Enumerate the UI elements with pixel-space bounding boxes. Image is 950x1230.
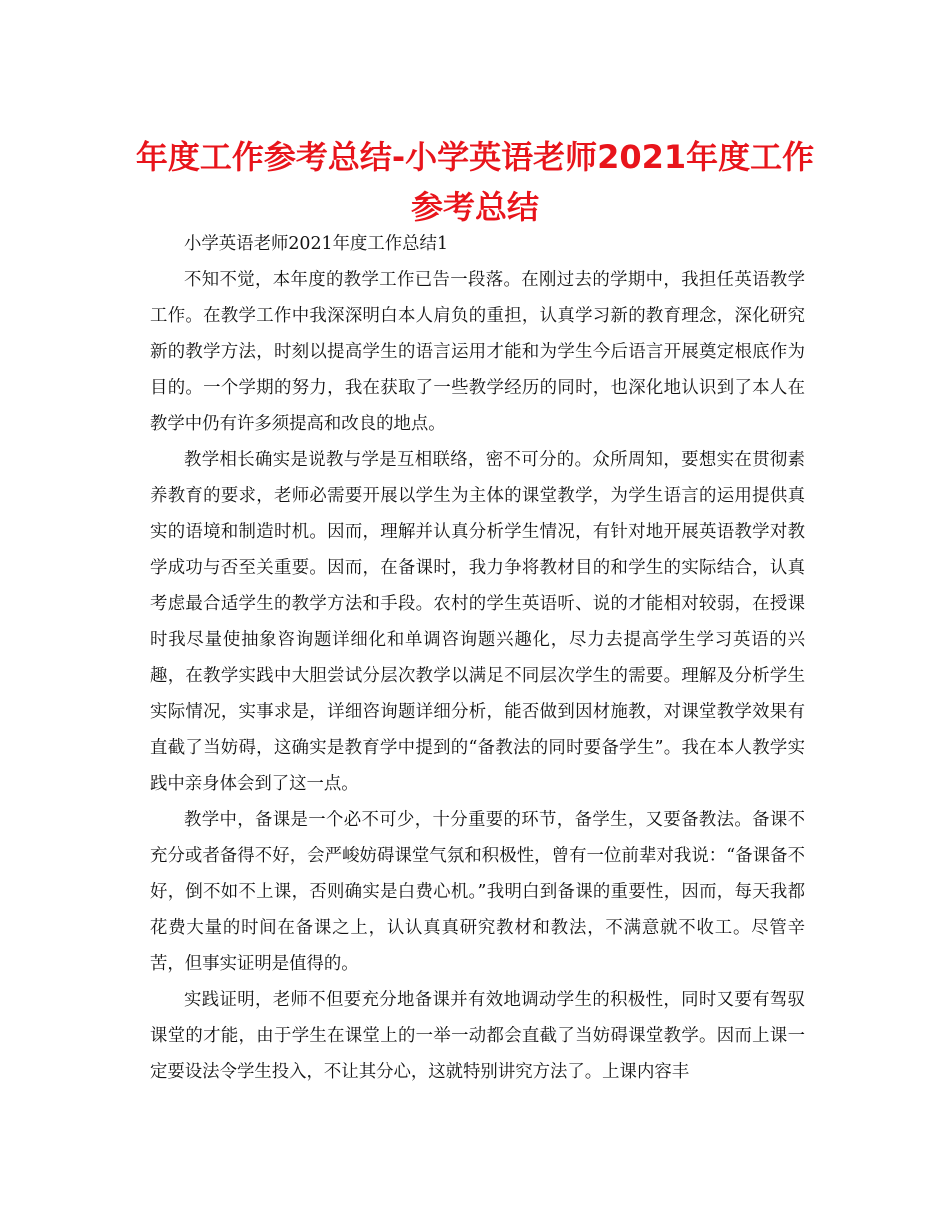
paragraph-1: 不知不觉，本年度的教学工作已告一段落。在刚过去的学期中，我担任英语教学工作。在教学工作中我深深明白本人肩负的重担，认真学习新的教育理念，深化研究新的教学方法，时刻以提高学生的语言运用才能和为学生今后语言开展奠定根底作为目的。一个学期的努力，我在获取了一些教学经历的同时，也深化地认识到了本人在教学中仍有许多须提高和改良的地点。 [150, 270, 805, 434]
document-title: 年度工作参考总结-小学英语老师2021年度工作参考总结 [135, 138, 815, 226]
paragraph-4: 实践证明，老师不但要充分地备课并有效地调动学生的积极性，同时又要有驾驭课堂的才能，由于学生在课堂上的一举一动都会直截了当妨碍课堂教学。因而上课一定要设法令学生投入，不让其分心，这就特别讲究方法了。上课内容丰 [150, 990, 805, 1082]
paragraph-2: 教学相长确实是说教与学是互相联络，密不可分的。众所周知，要想实在贯彻素养教育的要求，老师必需要开展以学生为主体的课堂教学，为学生语言的运用提供真实的语境和制造时机。因而，理解并认真分析学生情况，有针对地开展英语教学对教学成功与否至关重要。因而，在备课时，我力争将教材目的和学生的实际结合，认真考虑最合适学生的教学方法和手段。农村的学生英语听、说的才能相对较弱，在授课时我尽量使抽象咨询题详细化和单调咨询题兴趣化，尽力去提高学生学习英语的兴趣，在教学实践中大胆尝试分层次教学以满足不同层次学生的需要。理解及分析学生实际情况，实事求是，详细咨询题详细分析，能否做到因材施教，对课堂教学效果有直截了当妨碍，这确实是教育学中提到的“备教法的同时要备学生”。我在本人教学实践中亲身体会到了这一点。 [150, 450, 805, 794]
paragraph-3: 教学中，备课是一个必不可少，十分重要的环节，备学生，又要备教法。备课不充分或者备得不好，会严峻妨碍课堂气氛和积极性，曾有一位前辈对我说：“备课备不好，倒不如不上课，否则确实是白费心机。”我明白到备课的重要性，因而，每天我都花费大量的时间在备课之上，认认真真研究教材和教法，不满意就不收工。尽管辛苦，但事实证明是值得的。 [150, 810, 805, 974]
section-subheading: 小学英语老师2021年度工作总结1 [184, 234, 449, 254]
document-body [150, 226, 805, 1090]
